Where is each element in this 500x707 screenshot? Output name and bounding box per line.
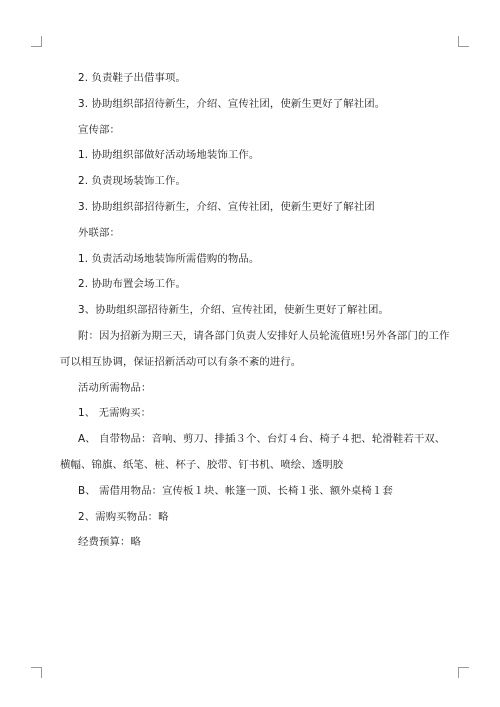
document-line: 3. 协助组织部招待新生，介绍、宣传社团，使新生更好了解社团。 [78, 97, 386, 110]
document-line: 2. 协助布置会场工作。 [78, 278, 186, 291]
page-corner-mark-top-right [458, 36, 469, 47]
document-line: A、 自带物品：音响、剪刀、排插３个、台灯４台、椅子４把、轮滑鞋若干双、 [78, 433, 446, 446]
page-corner-mark-bottom-left [31, 667, 42, 678]
document-line: 活动所需物品： [78, 381, 152, 394]
document-body [60, 66, 460, 556]
document-line: 外联部： [78, 226, 120, 239]
document-line: 经费预算：略 [78, 536, 141, 549]
document-line: 3. 协助组织部招待新生，介绍、宣传社团，使新生更好了解社团 [78, 200, 375, 213]
page-corner-mark-top-left [31, 36, 42, 47]
document-line: 2. 负责现场装饰工作。 [78, 175, 186, 188]
document-line: 宣传部： [78, 123, 120, 136]
document-line: 可以相互协调，保证招新活动可以有条不紊的进行。 [60, 355, 302, 368]
document-line: 2、需购买物品：略 [78, 510, 169, 523]
document-line: 1. 协助组织部做好活动场地装饰工作。 [78, 149, 260, 162]
document-line: 1. 负责活动场地装饰所需借购的物品。 [78, 252, 260, 265]
document-line: 附：因为招新为期三天，请各部门负责人安排好人员轮流值班!另外各部门的工作 [78, 329, 450, 342]
document-line: 1、 无需购买： [78, 407, 152, 420]
document-line: B、 需借用物品：宣传板１块、帐篷一顶、长椅１张、额外桌椅１套 [78, 484, 393, 497]
document-line: 2. 负责鞋子出借事项。 [78, 72, 186, 84]
document-line: 3、协助组织部招待新生，介绍、宣传社团，使新生更好了解社团。 [78, 304, 389, 317]
document-line: 横幅、锦旗、纸笔、桩、杯子、胶带、钉书机、喷绘、透明胶 [60, 458, 344, 471]
page-corner-mark-bottom-right [458, 667, 469, 678]
